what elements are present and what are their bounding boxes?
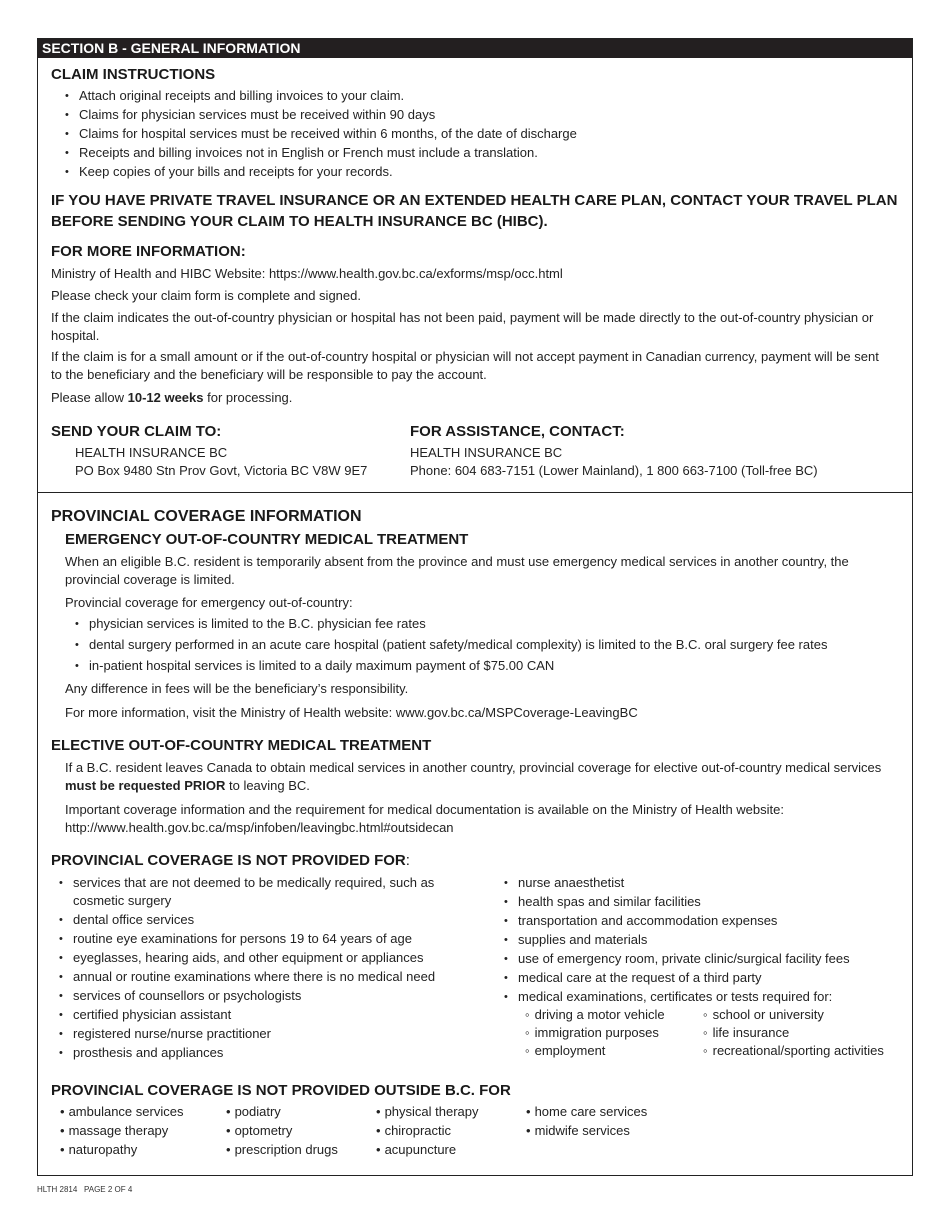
not-provided-item: • services of counsellors or psychologists xyxy=(73,987,301,1005)
exam-purpose-item: ◦ school or university xyxy=(703,1006,824,1024)
form-page xyxy=(37,38,913,1176)
form-id: HLTH 2814 xyxy=(37,1185,78,1194)
not-provided-item: • services that are not deemed to be medically required, such as xyxy=(73,874,434,892)
emergency-list-intro: Provincial coverage for emergency out-of-country: xyxy=(65,595,353,610)
not-provided-item: • routine eye examinations for persons 19 to 64 years of age xyxy=(73,930,412,948)
elective-line1: If a B.C. resident leaves Canada to obtain medical services in another country, provincial coverage for elective out-of-country medical services xyxy=(65,760,882,775)
processing-time-weeks: 10-12 weeks xyxy=(127,390,204,405)
not-provided-item: • health spas and similar facilities xyxy=(518,893,701,911)
important-info-line: Important coverage information and the requirement for medical documentation is available on the Ministry of Health website: xyxy=(65,802,784,817)
not-provided-item: • eyeglasses, hearing aids, and other equipment or appliances xyxy=(73,949,424,967)
not-provided-item: • supplies and materials xyxy=(518,931,647,949)
claim-instruction-item: • Receipts and billing invoices not in English or French must include a translation. xyxy=(79,144,538,162)
elective-heading: ELECTIVE OUT-OF-COUNTRY MEDICAL TREATMENT xyxy=(51,737,432,754)
exam-purpose-item: ◦ recreational/sporting activities xyxy=(703,1042,884,1060)
outside-bc-item: • home care services xyxy=(526,1103,647,1121)
section-divider xyxy=(37,492,913,493)
claim-instruction-item: • Claims for hospital services must be received within 6 months, of the date of discharge xyxy=(79,125,577,143)
outside-bc-item: • optometry xyxy=(226,1122,292,1140)
send-claim-heading: SEND YOUR CLAIM TO: xyxy=(51,423,222,440)
claim-instructions-heading: CLAIM INSTRUCTIONS xyxy=(51,66,216,83)
not-provided-item: • nurse anaesthetist xyxy=(518,874,624,892)
not-provided-item-continued: cosmetic surgery xyxy=(73,893,172,908)
outside-bc-item: • physical therapy xyxy=(376,1103,479,1121)
exam-purpose-item: ◦ immigration purposes xyxy=(525,1024,659,1042)
outside-bc-item: • ambulance services xyxy=(60,1103,183,1121)
outside-bc-item: • massage therapy xyxy=(60,1122,168,1140)
not-provided-item: • prosthesis and appliances xyxy=(73,1044,223,1062)
send-claim-name: HEALTH INSURANCE BC xyxy=(75,445,228,460)
not-provided-item: • use of emergency room, private clinic/surgical facility fees xyxy=(518,950,850,968)
website-line: Ministry of Health and HIBC Website: https://www.health.gov.bc.ca/exforms/msp/occ.html xyxy=(51,266,563,281)
assistance-name: HEALTH INSURANCE BC xyxy=(410,445,563,460)
emergency-more-info: For more information, visit the Ministry of Health website: www.gov.bc.ca/MSPCoverage-LeavingBC xyxy=(65,705,638,720)
section-b-title-bar: SECTION B - GENERAL INFORMATION xyxy=(38,39,912,58)
not-provided-item: • medical examinations, certificates or tests required for: xyxy=(518,988,832,1006)
outside-bc-item: • podiatry xyxy=(226,1103,281,1121)
travel-insurance-warning-line1: IF YOU HAVE PRIVATE TRAVEL INSURANCE OR AN EXTENDED HEALTH CARE PLAN, CONTACT YOUR TRAVEL PLAN xyxy=(51,192,898,209)
unpaid-claim-paragraph: If the claim indicates the out-of-country physician or hospital has not been paid, payment will be made directly to the out-of-country physician or hospital. xyxy=(51,310,874,343)
check-form-line: Please check your claim form is complete and signed. xyxy=(51,288,361,303)
travel-insurance-warning-line2: BEFORE SENDING YOUR CLAIM TO HEALTH INSURANCE BC (HIBC). xyxy=(51,213,548,230)
emergency-item: • physician services is limited to the B.C. physician fee rates xyxy=(89,615,426,633)
exam-purpose-item: ◦ employment xyxy=(525,1042,605,1060)
emergency-item: • in-patient hospital services is limited to a daily maximum payment of $75.00 CAN xyxy=(89,657,554,675)
outside-bc-heading: PROVINCIAL COVERAGE IS NOT PROVIDED OUTSIDE B.C. FOR xyxy=(51,1082,511,1099)
coverage-info-heading: PROVINCIAL COVERAGE INFORMATION xyxy=(51,508,362,525)
not-provided-item: • medical care at the request of a third party xyxy=(518,969,762,987)
claim-instruction-item: • Keep copies of your bills and receipts for your records. xyxy=(79,163,393,181)
not-provided-item: • registered nurse/nurse practitioner xyxy=(73,1025,271,1043)
claim-instruction-item: • Claims for physician services must be received within 90 days xyxy=(79,106,435,124)
must-request-prior: must be requested PRIOR xyxy=(65,778,226,793)
not-provided-item: • annual or routine examinations where there is no medical need xyxy=(73,968,435,986)
exam-purpose-item: ◦ life insurance xyxy=(703,1024,789,1042)
send-claim-address: PO Box 9480 Stn Prov Govt, Victoria BC V8W 9E7 xyxy=(75,463,368,478)
outside-bc-item: • naturopathy xyxy=(60,1141,137,1159)
emergency-intro: When an eligible B.C. resident is temporarily absent from the province and must use emergency medical services in another country, the provincial coverage is limited. xyxy=(65,554,849,587)
not-provided-item: • dental office services xyxy=(73,911,194,929)
emergency-item: • dental surgery performed in an acute care hospital (patient safety/medical complexity) is limited to the B.C. oral surgery fee rates xyxy=(89,636,827,654)
page-footer xyxy=(37,1185,132,1194)
exam-purpose-item: ◦ driving a motor vehicle xyxy=(525,1006,665,1024)
outside-bc-item: • prescription drugs xyxy=(226,1141,338,1159)
processing-time-line: Please allow 10-12 weeks for processing. xyxy=(51,390,293,405)
page-number: PAGE 2 OF 4 xyxy=(84,1185,133,1194)
outside-bc-item: • chiropractic xyxy=(376,1122,451,1140)
outside-bc-item: • midwife services xyxy=(526,1122,630,1140)
more-info-heading: FOR MORE INFORMATION: xyxy=(51,243,246,260)
elective-line2: must be requested PRIOR to leaving BC. xyxy=(65,778,310,793)
fee-difference-line: Any difference in fees will be the beneficiary’s responsibility. xyxy=(65,681,409,696)
not-provided-item: • certified physician assistant xyxy=(73,1006,231,1024)
assistance-phone: Phone: 604 683-7151 (Lower Mainland), 1 800 663-7100 (Toll-free BC) xyxy=(410,463,818,478)
assistance-heading: FOR ASSISTANCE, CONTACT: xyxy=(410,423,625,440)
important-info-url: http://www.health.gov.bc.ca/msp/infoben/leavingbc.html#outsidecan xyxy=(65,820,454,835)
claim-instruction-item: • Attach original receipts and billing invoices to your claim. xyxy=(79,87,404,105)
small-amount-paragraph: If the claim is for a small amount or if the out-of-country hospital or physician will not accept payment in Canadian currency, payment will be sent to the beneficiary and the beneficiary will be responsible to pay the account. xyxy=(51,349,879,382)
not-provided-heading: PROVINCIAL COVERAGE IS NOT PROVIDED FOR: xyxy=(51,852,410,869)
emergency-heading: EMERGENCY OUT-OF-COUNTRY MEDICAL TREATMENT xyxy=(65,531,469,548)
not-provided-item: • transportation and accommodation expenses xyxy=(518,912,777,930)
outside-bc-item: • acupuncture xyxy=(376,1141,456,1159)
